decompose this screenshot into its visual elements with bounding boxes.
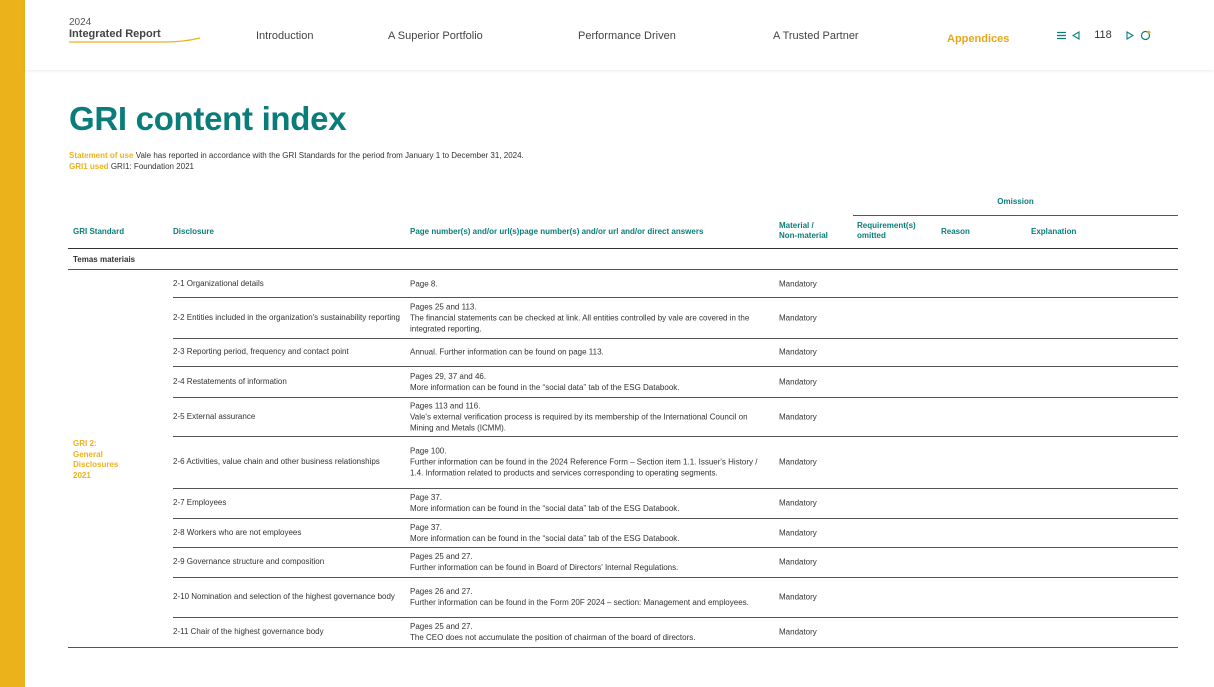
- page-number: 118: [1094, 29, 1112, 41]
- table-row: [68, 617, 1178, 647]
- table-row: [68, 547, 1178, 577]
- logo-swoosh-icon: [69, 37, 201, 45]
- col-header-material-line2: Non-material: [779, 231, 828, 240]
- answer-line: The CEO does not accumulate the position of chairman of the board of directors.: [410, 633, 696, 642]
- answer-cell: [410, 492, 768, 514]
- disclosure-cell: 2-3 Reporting period, frequency and contact point: [173, 347, 349, 356]
- col-header-standard: GRI Standard: [73, 227, 125, 236]
- omission-heading: Omission: [997, 197, 1034, 206]
- menu-icon[interactable]: [1057, 31, 1066, 40]
- table-row: [68, 397, 1178, 436]
- answer-line: Pages 29, 37 and 46.: [410, 371, 487, 381]
- answer-line: Vale's external verification process is required by its membership of the International Council on Mining and Metals (ICMM).: [410, 412, 748, 432]
- col-header-material: [779, 221, 828, 241]
- prev-icon[interactable]: [1072, 31, 1080, 40]
- page-title: GRI content index: [69, 100, 347, 137]
- material-cell: Mandatory: [779, 528, 817, 537]
- report-logo[interactable]: [69, 17, 161, 40]
- col-header-page: Page number(s) and/or url(s)page number(s) and/or url and/or direct answers: [410, 227, 704, 236]
- col-header-requirement: [857, 221, 916, 241]
- nav-performance-driven[interactable]: Performance Driven: [578, 30, 676, 42]
- answer-line: Page 8.: [410, 279, 438, 288]
- answer-line: Pages 25 and 113.: [410, 302, 477, 311]
- table-row: [68, 297, 1178, 338]
- disclosure-cell: 2-4 Restatements of information: [173, 376, 287, 386]
- answer-line: More information can be found in the “social data” tab of the ESG Databook.: [410, 533, 680, 543]
- disclosure-cell: 2-7 Employees: [173, 498, 227, 507]
- answer-line: Pages 113 and 116.: [410, 401, 481, 410]
- col-header-material-line1: Material /: [779, 221, 814, 230]
- nav-trusted-partner[interactable]: A Trusted Partner: [773, 30, 859, 42]
- col-header-requirement-line2: omitted: [857, 231, 886, 240]
- disclosure-cell: 2-11 Chair of the highest governance body: [173, 627, 324, 636]
- col-header-disclosure: Disclosure: [173, 227, 214, 236]
- logo-title: Integrated Report: [69, 28, 161, 40]
- gri1-text: GRI1: Foundation 2021: [110, 162, 194, 171]
- nav-introduction[interactable]: Introduction: [256, 30, 314, 42]
- material-cell: Mandatory: [779, 279, 817, 288]
- page-navigator: [1057, 29, 1151, 41]
- gri2-label-line2: General: [73, 449, 103, 459]
- logo-year: 2024: [69, 17, 92, 28]
- col-header-requirement-line1: Requirement(s): [857, 221, 916, 230]
- statement-text: Vale has reported in accordance with the GRI Standards for the period from January 1 to December 31, 2024.: [135, 151, 524, 160]
- accent-sidebar: [0, 0, 25, 687]
- answer-cell: [410, 400, 768, 433]
- answer-cell: [410, 347, 768, 358]
- answer-line: More information can be found in the “social data” tab of the ESG Databook.: [410, 504, 680, 513]
- material-cell: Mandatory: [779, 498, 817, 508]
- disclosure-cell: 2-10 Nomination and selection of the highest governance body: [173, 592, 395, 601]
- answer-cell: [410, 301, 768, 334]
- disclosure-cell: 2-5 External assurance: [173, 411, 256, 421]
- table-row: [68, 488, 1178, 518]
- table-row: [68, 436, 1178, 488]
- material-cell: Mandatory: [779, 457, 817, 467]
- statement-label: Statement of use: [69, 151, 134, 160]
- answer-line: Page 37.: [410, 493, 443, 502]
- section-temas-materiais: Temas materiais: [73, 255, 136, 264]
- answer-line: Pages 25 and 27.: [410, 622, 473, 631]
- material-cell: Mandatory: [779, 627, 817, 637]
- row-divider: [68, 647, 1178, 648]
- omission-divider: [853, 215, 1178, 216]
- table-row: [68, 270, 1178, 297]
- disclosure-cell: 2-6 Activities, value chain and other business relationships: [173, 457, 380, 466]
- answer-cell: [410, 551, 768, 573]
- material-cell: Mandatory: [779, 347, 817, 357]
- answer-line: Pages 26 and 27.: [410, 587, 473, 596]
- material-cell: Mandatory: [779, 412, 817, 421]
- answer-line: Further information can be found in the Form 20F 2024 – section: Management and employees.: [410, 598, 749, 607]
- answer-line: Pages 25 and 27.: [410, 552, 473, 561]
- answer-line: Annual. Further information can be found on page 113.: [410, 347, 604, 357]
- next-icon[interactable]: [1126, 31, 1134, 40]
- material-cell: Mandatory: [779, 313, 817, 322]
- gri2-label-line4: 2021: [73, 470, 91, 480]
- material-cell: Mandatory: [779, 592, 817, 602]
- answer-cell: [410, 446, 768, 479]
- answer-cell: [410, 586, 768, 608]
- answer-cell: [410, 278, 768, 289]
- answer-cell: [410, 522, 768, 544]
- table-row: [68, 518, 1178, 547]
- answer-line: The financial statements can be checked at link. All entities controlled by vale are covered in the integrated reporting.: [410, 313, 750, 333]
- answer-line: More information can be found in the “social data” tab of the ESG Databook.: [410, 382, 680, 392]
- gri2-label-line1: GRI 2:: [73, 439, 97, 448]
- statement-of-use: [69, 151, 524, 160]
- nav-superior-portfolio[interactable]: A Superior Portfolio: [388, 30, 483, 42]
- answer-cell: [410, 371, 768, 393]
- answer-line: Page 37.: [410, 522, 443, 532]
- disclosure-cell: 2-2 Entities included in the organization's sustainability reporting: [173, 312, 400, 322]
- answer-cell: [410, 621, 768, 643]
- answer-line: Further information can be found in Board of Directors' Internal Regulations.: [410, 563, 679, 572]
- header-divider: [68, 248, 1178, 249]
- col-header-explanation: Explanation: [1031, 227, 1077, 236]
- top-header: [25, 0, 1214, 70]
- answer-line: Further information can be found in the 2024 Reference Form – Section item 1.1. Issuer's History / 1.4. Information related to products and services corresponding to operating segments.: [410, 457, 758, 478]
- gri2-label-line3: Disclosures: [73, 460, 119, 469]
- answer-line: Page 100.: [410, 446, 447, 456]
- disclosure-cell: 2-8 Workers who are not employees: [173, 527, 302, 537]
- material-cell: Mandatory: [779, 377, 817, 386]
- disclosure-cell: 2-9 Governance structure and composition: [173, 557, 325, 566]
- col-header-reason: Reason: [941, 227, 970, 236]
- disclosure-cell: 2-1 Organizational details: [173, 278, 264, 288]
- gri1-label: GRI1 used: [69, 162, 109, 171]
- nav-appendices[interactable]: Appendices: [947, 33, 1010, 45]
- table-row: [68, 577, 1178, 617]
- gri1-used: [69, 162, 194, 171]
- table-row: [68, 366, 1178, 397]
- home-icon[interactable]: [1140, 30, 1151, 41]
- table-row: [68, 338, 1178, 366]
- material-cell: Mandatory: [779, 557, 817, 567]
